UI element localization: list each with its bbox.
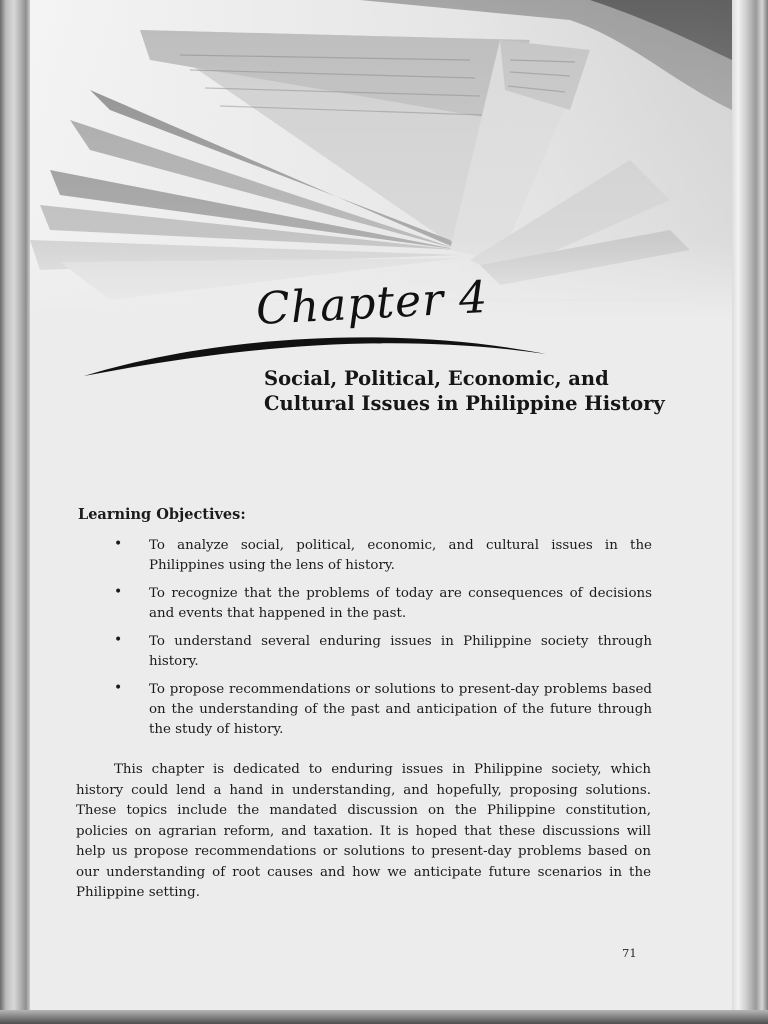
bullet-icon: • <box>114 680 123 696</box>
objective-text: To analyze social, political, economic, and cultural issues in the Philippines using the lens of history. <box>149 538 652 573</box>
intro-paragraph: This chapter is dedicated to enduring issues in Philippine society, which history could lend a hand in understanding, and hopefully, proposing solutions. These topics include the mandated discussion on the Philippine constitution, policies on agrarian reform, and taxation. It is hoped that these discussions will help us propose recommendations or solutions to present-day problems based on our understanding of root causes and how we anticipate future scenarios in the Philippine setting. <box>76 762 651 900</box>
objective-item <box>30 536 732 576</box>
learning-objectives-list <box>30 536 732 748</box>
objective-text: To propose recommendations or solutions to present-day problems based on the understanding of the past and anticipation of the future through the study of history. <box>149 682 652 737</box>
book-edge-bottom <box>0 1010 768 1024</box>
objective-item <box>30 584 732 624</box>
objective-text: To understand several enduring issues in Philippine society through history. <box>149 634 652 669</box>
bullet-icon: • <box>114 536 123 552</box>
chapter-label: Chapter 4 <box>254 271 490 336</box>
bullet-icon: • <box>114 632 123 648</box>
chapter-title: Social, Political, Economic, and Cultural Issues in Philippine History <box>264 367 665 415</box>
objective-text: To recognize that the problems of today are consequences of decisions and events that happened in the past. <box>149 586 652 621</box>
objective-item <box>30 680 732 740</box>
page-number: 71 <box>622 946 637 960</box>
open-book-photo <box>30 0 732 320</box>
learning-objectives-heading: Learning Objectives: <box>78 506 246 523</box>
objective-item <box>30 632 732 672</box>
book-edge-right <box>732 0 768 1024</box>
book-page <box>30 0 732 1010</box>
bullet-icon: • <box>114 584 123 600</box>
